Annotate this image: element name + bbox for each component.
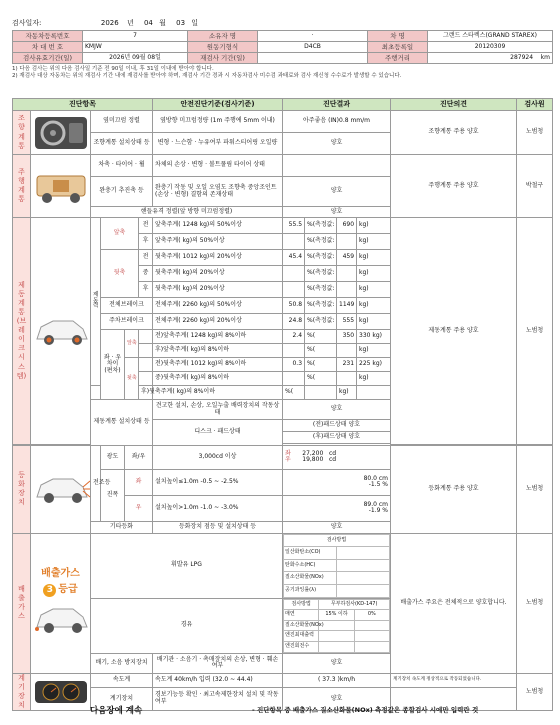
lr-label: 좌/우 <box>125 445 153 469</box>
diff-vu-3: kg) <box>357 372 391 386</box>
vehicle-info-table <box>12 30 553 64</box>
parking-brake-label: 주차브레이크 <box>101 314 153 330</box>
steering-opinion: 조향계통 주용 양호 <box>391 111 517 155</box>
footer-note: - 진단항목 중 배출가스 질소산화물(NOx) 측정값은 종합검사 시에만 입력란 것 <box>252 706 479 714</box>
brightness-label: 광도 <box>101 445 125 469</box>
steering-wheel-icon <box>33 113 89 153</box>
fuel-method-table: 검사방법 일산화탄소(CO) 탄화수소(HC) 질소산화물(NOx) 공기과잉률(λ) <box>283 534 390 598</box>
brake-unit-2: %(측정값: <box>305 250 337 266</box>
diff-vu-2: 225 kg) <box>357 358 391 372</box>
brake-std-2: 뒷축주계( 1012 kg)의 20%이상 <box>153 250 283 266</box>
brake-install-res2a: (전)패드상태 양호 <box>283 420 391 432</box>
speedometer-note: 계기장치 속도계 정상적으로 작동되었습니다. <box>391 673 517 687</box>
steering-inspector: 노범청 <box>517 111 553 155</box>
brake-vu-6: kg) <box>357 314 391 330</box>
notes <box>12 66 552 81</box>
brake-val-1 <box>337 234 357 250</box>
brake-install-std2: 디스크 · 패드상태 <box>153 420 283 446</box>
brake-unit-6: %(측정값: <box>305 314 337 330</box>
brake-unit-3: %(측정값: <box>305 266 337 282</box>
instrument-image <box>31 673 91 710</box>
note-2: 2) 재검사 대상 자동차는 위의 재검사 기간 내에 재검사를 받아야 하며, 재검사 기간 경과 시 자동차검사 미수검 과태료와 검사 재신청 수수료가 발생할 수 있습니다. <box>12 73 402 80</box>
driving-row3-std: 핸들유격 정렬(앞 방향 미끄럼정렬) <box>91 207 283 218</box>
headlight-car-icon <box>33 469 91 509</box>
brake-val-4 <box>337 282 357 298</box>
diff-front-label: 앞축 <box>125 330 139 358</box>
diff-std-0: 전)앞축주계( 1248 kg)의 8%이하 <box>153 330 283 344</box>
diff-unit-4: %( <box>283 386 305 400</box>
reg-no-value: 7 <box>83 31 188 42</box>
steering-row2-result: 양호 <box>283 133 391 155</box>
steering-row2-label: 조향계통 설치상태 등 <box>91 133 153 155</box>
gauge-std: 경보기능등 확인 · 최고속제한장치 설치 및 작동여부 <box>153 687 283 710</box>
diff-val-3 <box>337 372 357 386</box>
diff-pct-2: 0.3 <box>283 358 305 372</box>
brake-unit-5: %(측정값: <box>305 298 337 314</box>
reg-no-label: 자동차등록번호 <box>13 31 83 42</box>
driving-row2-label: 완충기 추진축 등 <box>91 177 153 207</box>
driving-row1-result <box>283 155 391 177</box>
chassis-icon <box>33 166 89 206</box>
gauge-label: 계기장치 <box>91 687 153 710</box>
car-brake-icon <box>33 311 91 351</box>
braking-opinion: 제동계통 주용 양호 <box>391 218 517 445</box>
brake-install-res2b: (후)패드상태 양호 <box>283 432 391 444</box>
aim-result-left: 80.0 cm -1.5 % <box>283 469 391 495</box>
brake-val-6: 555 <box>337 314 357 330</box>
brake-install-label: 제동계통 설치상태 등 <box>91 400 153 446</box>
header-opinion: 진단의견 <box>391 99 517 111</box>
model-label: 차 명 <box>368 31 428 42</box>
driving-row1-std: 차체의 손상 · 변형 · 볼트풀림 타이어 상태 <box>153 155 283 177</box>
period-value <box>258 53 368 64</box>
brake-vu-3: kg) <box>357 266 391 282</box>
emission-opinion: 배출가스 주요은 전체적으로 양호합니다. <box>391 533 517 673</box>
brake-pct-1 <box>283 234 305 250</box>
emission-inspector: 노범청 <box>517 533 553 673</box>
front-axle-label: 앞축 <box>101 218 139 250</box>
diff-unit-3: %( <box>305 372 337 386</box>
driving-row3-result: 양호 <box>283 207 391 218</box>
brake-pct-5: 50.8 <box>283 298 305 314</box>
headlight-label: 전조등 <box>91 445 101 521</box>
mileage-label: 주행거리 <box>368 53 428 64</box>
diff-vu-1: kg) <box>357 344 391 358</box>
steering-image <box>31 111 91 155</box>
brightness-result: 좌 27,200 cd 우 19,800 cd <box>283 445 391 469</box>
brake-unit-1: %(측정값: <box>305 234 337 250</box>
model-value: 그랜드 스타렉스(GRAND STAREX) <box>428 31 553 42</box>
driving-row1-label: 차축 · 타이어 · 휠 <box>91 155 153 177</box>
front-before: 전 <box>139 218 153 234</box>
aim-result-right: 89.0 cm -1.9 % <box>283 495 391 521</box>
grade-badge: 3 <box>43 584 56 597</box>
diff-unit-2: %( <box>305 358 337 372</box>
braking-force-label: 제동력 <box>91 218 101 386</box>
valid-value: 2026년 09월 08일 <box>83 53 188 64</box>
header-item: 진단항목 <box>13 99 153 111</box>
aim-std-2: 설치높이>1.0m -1.0 ~ -3.0% <box>153 495 283 521</box>
brake-vu-0: kg) <box>357 218 391 234</box>
header-result: 진단결과 <box>283 99 391 111</box>
emission-grade-panel <box>31 533 91 673</box>
engine-value: D4CB <box>258 42 368 53</box>
diff-val-1 <box>337 344 357 358</box>
diff-unit-1: %( <box>305 344 337 358</box>
brake-pct-4 <box>283 282 305 298</box>
owner-value: · <box>258 31 368 42</box>
rear-axle-label: 뒷축 <box>101 250 139 298</box>
steering-row1-std: 옆방향 미끄럼정량 (1m 주행에 5mm 이내) <box>153 111 283 133</box>
brake-val-3 <box>337 266 357 282</box>
rear-before: 전 <box>139 250 153 266</box>
speedometer-std: 속도계 40km/h 입력 (32.0 ~ 44.4) <box>153 673 283 687</box>
lighting-opinion: 등화계통 주용 양호 <box>391 445 517 533</box>
speedometer-label: 속도계 <box>91 673 153 687</box>
brake-install-res1: 양호 <box>283 400 391 420</box>
lighting-category: 등화장치 <box>13 445 31 533</box>
fuel-method-cell <box>283 533 391 598</box>
brake-std-6: 전체주계( 2260 kg)의 20%이상 <box>153 314 283 330</box>
brake-std-0: 앞축주계( 1248 kg)의 50%이상 <box>153 218 283 234</box>
steering-category: 조향계통 <box>13 111 31 155</box>
diff-val-2: 231 <box>337 358 357 372</box>
fuel-label: 휘발유 LPG <box>91 533 283 598</box>
brightness-std: 3,000cd 이상 <box>153 445 283 469</box>
driving-category: 주행계통 <box>13 155 31 218</box>
driving-row2-std: 완충기 작동 및 오일 오염도 조향축 중앙조인트(손상 · 변형) 결함의 존재상태 <box>153 177 283 207</box>
rear-after: 후 <box>139 282 153 298</box>
continued-label: 다음장에 계속 <box>90 706 143 716</box>
brake-val-2: 459 <box>337 250 357 266</box>
total-brake-label: 전체브레이크 <box>101 298 153 314</box>
diff-std-4: 후)뒷축주계( kg)의 8%이하 <box>139 386 153 400</box>
driving-inspector: 박철구 <box>517 155 553 218</box>
brake-std-4: 뒷축주계( kg)의 20%이상 <box>153 282 283 298</box>
muffler-res: 양호 <box>283 653 391 673</box>
diff-pct-3 <box>283 372 305 386</box>
braking-category: 제동계통(브레이크시스템) <box>13 218 31 445</box>
lighting-inspector: 노범청 <box>517 445 553 533</box>
braking-image <box>31 218 91 445</box>
diff-pct-0: 2.4 <box>283 330 305 344</box>
note-1: 1) 다음 검사는 위의 다음 검사일 기준 전 90일 이내, 후 31일 이내에 받아야 합니다. <box>12 66 214 72</box>
lr-diff-label: 좌 · 우 차이(편차) <box>101 330 125 400</box>
driving-opinion: 주행계통 주용 양호 <box>391 155 517 218</box>
aim-std-1: 설치높이≤1.0m -0.5 ~ -2.5% <box>153 469 283 495</box>
valid-label: 검사유효기간(일) <box>13 53 83 64</box>
brake-pct-2: 45.4 <box>283 250 305 266</box>
front-after: 후 <box>139 234 153 250</box>
other-light-std: 등화장치 점등 및 설치상태 등 <box>153 521 283 533</box>
grade-label: 등급 <box>58 583 78 595</box>
brake-pct-0: 55.5 <box>283 218 305 234</box>
brake-install-std1: 견고한 설치, 손상, 오일누출 배력장치의 작동상태 <box>153 400 283 420</box>
steering-row1-label: 옆미끄럼 정렬 <box>91 111 153 133</box>
emission-title: 배출가스 <box>41 568 80 580</box>
brake-unit-0: %(측정값: <box>305 218 337 234</box>
instrument-category: 계기장치 <box>13 673 31 710</box>
vin-value: KMJW <box>83 42 188 53</box>
diff-std-2: 전)뒷축주계( 1012 kg)의 8%이하 <box>153 358 283 372</box>
engine-label: 원동기형식 <box>188 42 258 53</box>
diesel-method-cell <box>283 598 391 653</box>
brake-val-0: 690 <box>337 218 357 234</box>
speedometer-result: ( 37.3 )km/h <box>283 673 391 687</box>
diff-pct-1 <box>283 344 305 358</box>
lighting-image <box>31 445 91 533</box>
brake-vu-2: kg) <box>357 250 391 266</box>
brake-unit-4: %(측정값: <box>305 282 337 298</box>
first-reg-label: 최초등록일 <box>368 42 428 53</box>
brake-vu-4: kg) <box>357 282 391 298</box>
other-light-res: 양호 <box>283 521 391 533</box>
brake-pct-6: 24.8 <box>283 314 305 330</box>
diagnosis-table: 진단항목 안전진단기준(검사기준) 진단결과 진단의견 검사원 조향계통 옆미끄럼 정렬 옆방향 미끄럼정량 (1m 주행에 5mm 이내) 아주좋음 (IN)0.8 mm/m 조향계통 주용 양호 노범청 조향계통 설치상태 등 변형 · 느슨함 · 누유여부 파워스티어링 오일량 양호 주행계통 차축 · 타이어 · 휠 차체의 손상 · 변형 · 볼트풀림 타이어 상태 주행계통 주용 양호 박철구 완충기 추진축 등 완충기 작동 및 오일 오염도 조향축 중앙조인트(손상 · 변형) 결함의 존재상태 양호 핸들유격 정렬(앞 방향 미끄럼정렬) 양호 제동계통(브레이크시스템) 제동력 앞축 전 앞축주계( 1248 kg)의 50%이상 55.5 %(측정값: 690 kg) 제동계통 주용 양호 노범청 후 앞축주계( kg)의 50%이상 %(측정값: kg) 뒷축 전 뒷축주계( 1012 kg)의 20%이상 45.4 %(측정값: 459 kg) 중 뒷축주계( kg)의 20%이상 %(측정값: kg) 후 뒷축주계( kg)의 20%이상 %(측정값: kg) 전체브레이크 전체주계( 2260 kg)의 50%이상 50.8 %(측정값: 1149 kg) 주차브레이크 전체주계( 2260 kg)의 20%이상 24.8 %(측정값: 555 kg) 좌 · 우 차이(편차) 앞축 전)앞축주계( 1248 kg)의 8%이하 2.4 %( 350 330 kg) 후)앞축주계( kg)의 8%이하 %( kg) 뒷축 전)뒷축주계( 1012 kg)의 8%이하 0.3 %( 231 225 kg) 중)뒷축주계( kg)의 8%이하 %( kg) 후)뒷축주계( kg)의 8%이하 %( kg) 제동계통 설치상태 등 견고한 설치, 손상, 오일누출 배력장치의 작동상태 양호 디스크 · 패드상태 (전)패드상태 양호 (후)패드상태 양호 등화장치 전조등 광도 좌/우 3,000cd 이상 좌 27,200 cd 우 19,800 cd 등화계통 주용 양호 노범청 진폭 좌 설치높이≤1.0m -0.5 ~ -2.5% 80.0 cm -1.5 % 우 설치높이>1.0m -1.0 ~ -3.0% 89.0 cm -1.9 % 기타등화 등화장치 점등 및 설치상태 등 양호 배출가스 배출가스 3 등급 휘발유 LPG 검사방법 일산화탄소(CO) 탄화수소(HC) 질소산화물(NOx) 공기과잉률(λ) 배출가스 주요은 전체적으로 양호합니다. 노범청 경유 검사방법 무부하검사(KD-147) 매연 15% 이하 0% 질소산화물(NOx) 엔진최대출력 엔진회전수 배기, 소음 방지장치 배기관 · 소음기 · 촉매장치의 손상, 변형 · 훼손 여부 양호 계기장치 속도계 속도계 40km/h 입력 (32.0 ~ 44.4) ( 37.3 )km/h 계기장치 속도계 정상적으로 작동되었습니다. 노범청 계기장치 경보기능등 확인 · 최고속제한장치 설치 및 작동여부 양호 <box>12 98 553 711</box>
diff-unit-0: %( <box>305 330 337 344</box>
mileage-value: 287924 km <box>428 53 553 64</box>
diff-val-0: 350 <box>337 330 357 344</box>
diesel-method-table: 검사방법 무부하검사(KD-147) 매연 15% 이하 0% 질소산화물(NOx) 엔진최대출력 엔진회전수 <box>283 599 390 653</box>
first-reg-value: 20120309 <box>428 42 553 53</box>
owner-label: 소유자 명 <box>188 31 258 42</box>
brake-vu-5: kg) <box>357 298 391 314</box>
header-standard: 안전진단기준(검사기준) <box>153 99 283 111</box>
muffler-std: 배기관 · 소음기 · 촉매장치의 손상, 변형 · 훼손 여부 <box>153 653 283 673</box>
gauge-res: 양호 <box>283 687 391 710</box>
brake-std-1: 앞축주계( kg)의 50%이상 <box>153 234 283 250</box>
muffler-label: 배기, 소음 방지장치 <box>91 653 153 673</box>
diesel-label: 경유 <box>91 598 283 653</box>
aim-label: 진폭 <box>101 469 125 521</box>
diff-rear-label: 뒷축 <box>125 358 139 400</box>
diff-vu-4: kg) <box>337 386 357 400</box>
brake-std-5: 전체주계( 2260 kg)의 50%이상 <box>153 298 283 314</box>
emission-car-icon <box>33 603 89 637</box>
diff-val-4 <box>305 386 337 400</box>
emission-category: 배출가스 <box>13 533 31 673</box>
brake-pct-3 <box>283 266 305 282</box>
diff-std-3: 중)뒷축주계( kg)의 8%이하 <box>153 372 283 386</box>
brake-vu-1: kg) <box>357 234 391 250</box>
period-label: 재검사 기간(일) <box>188 53 258 64</box>
brake-val-5: 1149 <box>337 298 357 314</box>
other-light-label: 기타등화 <box>91 521 153 533</box>
driving-row2-result: 양호 <box>283 177 391 207</box>
header-inspector: 검사원 <box>517 99 553 111</box>
steering-row2-std: 변형 · 느슨함 · 누유여부 파워스티어링 오일량 <box>153 133 283 155</box>
vin-label: 차 대 번 호 <box>13 42 83 53</box>
diff-std-1: 후)앞축주계( kg)의 8%이하 <box>153 344 283 358</box>
steering-row1-result: 아주좋음 (IN)0.8 mm/m <box>283 111 391 133</box>
diff-vu-0: 330 kg) <box>357 330 391 344</box>
braking-inspector: 노범청 <box>517 218 553 445</box>
instrument-inspector: 노범청 <box>517 673 553 710</box>
inspection-date: 검사일자: 2026 년 04 월 03 일 <box>12 19 199 27</box>
driving-image <box>31 155 91 218</box>
dashboard-gauge-icon <box>33 677 89 707</box>
brake-std-3: 뒷축주계( kg)의 20%이상 <box>153 266 283 282</box>
